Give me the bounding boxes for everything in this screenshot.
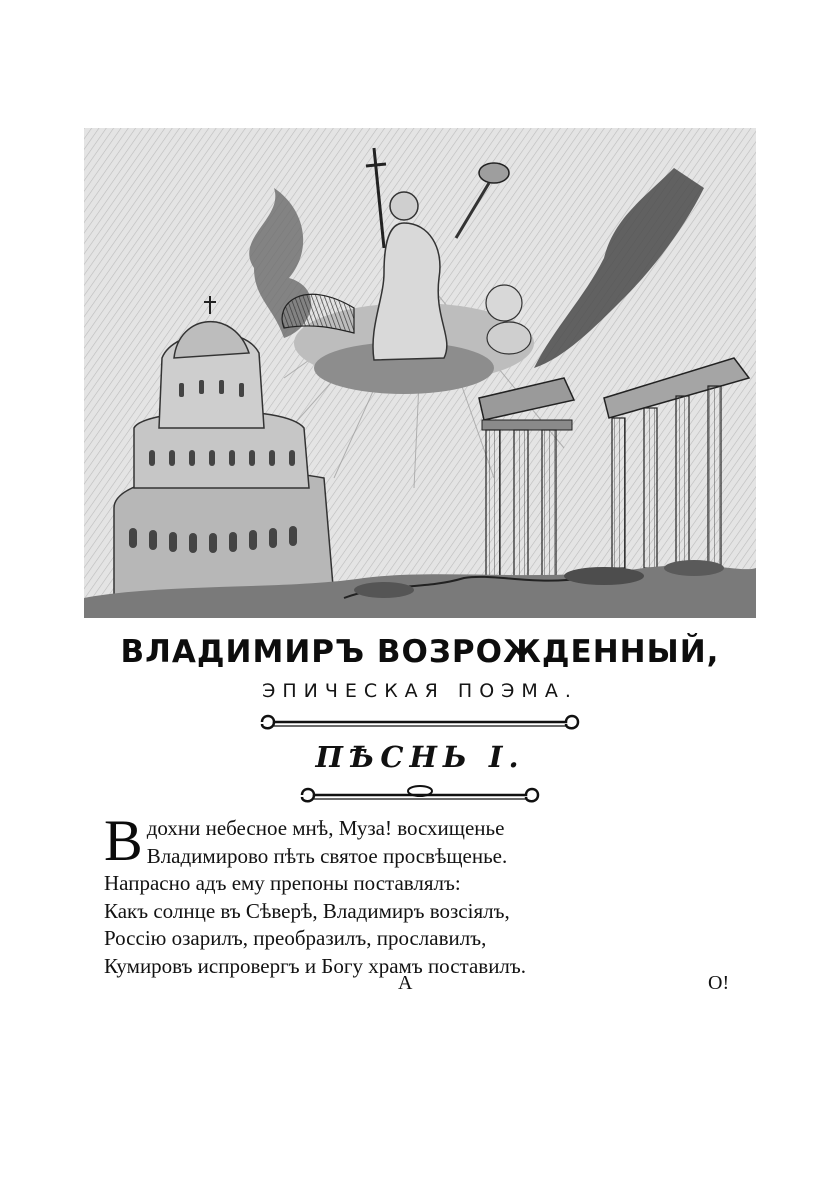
canto-heading: ПѢСНЬ I. — [315, 740, 525, 774]
signature-mark: А — [398, 972, 413, 994]
verse-line: Кумировъ испровергъ и Богу храмъ поставилъ. — [104, 953, 527, 978]
engraving-icon — [84, 128, 756, 618]
verse-line: Россiю озарилъ, преобразилъ, прославилъ, — [104, 926, 487, 950]
headpiece-engraving — [84, 128, 756, 618]
catchword: О! — [708, 972, 730, 994]
ornamental-rule-top — [254, 710, 586, 734]
verse-line: Какъ солнце въ Сѣверѣ, Владимиръ возсiялъ, — [104, 898, 510, 923]
ornamental-rule-bottom — [254, 781, 586, 805]
verse-line: Напрасно адъ ему препоны поставлялъ: — [104, 871, 461, 895]
verse-line: дохни небесное мнѣ, Муза! восхищенье — [146, 816, 505, 840]
drop-cap: В — [104, 808, 143, 873]
verse-block — [104, 808, 744, 980]
poem-subtitle: ЭПИЧЕСКАЯ ПОЭМА. — [262, 680, 578, 702]
poem-title: ВЛАДИМИРЪ ВОЗРОЖДЕННЫЙ, — [120, 634, 720, 670]
verse-line: Владимирово пѣть святое просвѣщенье. — [146, 843, 508, 868]
